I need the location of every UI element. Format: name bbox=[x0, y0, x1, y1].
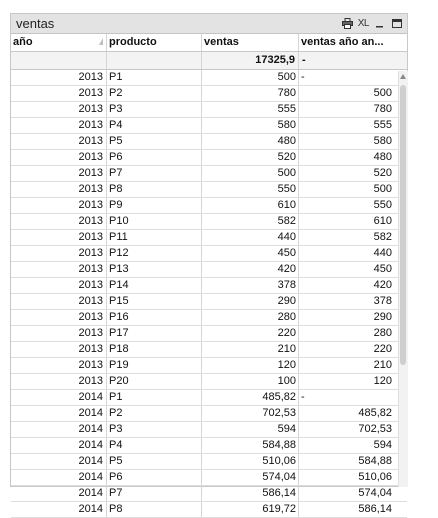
cell-sales: 520 bbox=[202, 150, 299, 165]
sort-indicator-icon bbox=[99, 38, 103, 45]
cell-previous-sales: 574,04 bbox=[358, 487, 392, 499]
table-row[interactable] bbox=[11, 70, 407, 86]
table-window bbox=[10, 13, 408, 515]
cell-product: P5 bbox=[107, 454, 202, 469]
cell-product: P4 bbox=[107, 438, 202, 453]
cell-year: 2013 bbox=[11, 166, 107, 181]
cell-previous-sales: 586,14 bbox=[358, 503, 392, 515]
cell-sales: 574,04 bbox=[202, 470, 299, 485]
cell-year: 2013 bbox=[11, 326, 107, 341]
cell-year: 2013 bbox=[11, 150, 107, 165]
cell-sales: 702,53 bbox=[202, 406, 299, 421]
cell-year: 2014 bbox=[11, 470, 107, 485]
table-row[interactable] bbox=[11, 470, 407, 486]
cell-previous-sales: 210 bbox=[373, 359, 392, 371]
cell-product: P3 bbox=[107, 422, 202, 437]
totals-sales: 17325,9 bbox=[202, 52, 299, 69]
table-row[interactable] bbox=[11, 454, 407, 470]
cell-previous-sales: 120 bbox=[373, 375, 392, 387]
cell-product: P2 bbox=[107, 86, 202, 101]
window-title: ventas bbox=[16, 16, 55, 31]
cell-product: P16 bbox=[107, 310, 202, 325]
cell-sales: 619,72 bbox=[202, 502, 299, 517]
cell-previous-sales: 580 bbox=[373, 135, 392, 147]
cell-sales: 610 bbox=[202, 198, 299, 213]
cell-year: 2013 bbox=[11, 262, 107, 277]
caption-tools bbox=[341, 17, 403, 30]
table-row[interactable] bbox=[11, 326, 407, 342]
maximize-icon[interactable] bbox=[390, 17, 403, 30]
cell-year: 2013 bbox=[11, 134, 107, 149]
cell-sales: 280 bbox=[202, 310, 299, 325]
cell-previous-sales: 290 bbox=[373, 311, 392, 323]
cell-sales: 780 bbox=[202, 86, 299, 101]
cell-previous-sales: - bbox=[301, 391, 305, 403]
cell-sales: 120 bbox=[202, 358, 299, 373]
cell-year: 2013 bbox=[11, 182, 107, 197]
cell-previous-sales: 500 bbox=[373, 87, 392, 99]
cell-previous-sales: 440 bbox=[373, 247, 392, 259]
cell-product: P6 bbox=[107, 150, 202, 165]
table-row[interactable] bbox=[11, 390, 407, 406]
minimize-icon[interactable] bbox=[373, 17, 386, 30]
cell-product: P15 bbox=[107, 294, 202, 309]
cell-product: P1 bbox=[107, 70, 202, 85]
column-header-previous-year-sales[interactable]: ventas año an... bbox=[301, 36, 384, 48]
table-row[interactable] bbox=[11, 118, 407, 134]
cell-sales: 450 bbox=[202, 246, 299, 261]
cell-previous-sales: 450 bbox=[373, 263, 392, 275]
cell-previous-sales: 584,88 bbox=[358, 455, 392, 467]
table-row[interactable] bbox=[11, 182, 407, 198]
cell-sales: 440 bbox=[202, 230, 299, 245]
cell-sales: 420 bbox=[202, 262, 299, 277]
cell-year: 2014 bbox=[11, 454, 107, 469]
cell-product: P10 bbox=[107, 214, 202, 229]
cell-year: 2013 bbox=[11, 198, 107, 213]
cell-previous-sales: 480 bbox=[373, 151, 392, 163]
cell-previous-sales: 420 bbox=[373, 279, 392, 291]
export-xl-button[interactable]: XL bbox=[357, 18, 369, 29]
cell-year: 2013 bbox=[11, 70, 107, 85]
cell-year: 2014 bbox=[11, 390, 107, 405]
table-row[interactable] bbox=[11, 262, 407, 278]
table-row[interactable] bbox=[11, 294, 407, 310]
cell-previous-sales: - bbox=[301, 71, 305, 83]
cell-year: 2013 bbox=[11, 374, 107, 389]
cell-product: P1 bbox=[107, 390, 202, 405]
cell-product: P11 bbox=[107, 230, 202, 245]
cell-year: 2013 bbox=[11, 246, 107, 261]
cell-sales: 480 bbox=[202, 134, 299, 149]
cell-sales: 555 bbox=[202, 102, 299, 117]
straight-table bbox=[11, 34, 407, 515]
totals-previous-sales: - bbox=[302, 54, 306, 66]
cell-sales: 378 bbox=[202, 278, 299, 293]
cell-previous-sales: 520 bbox=[373, 167, 392, 179]
table-body bbox=[11, 70, 407, 515]
table-row[interactable] bbox=[11, 214, 407, 230]
table-row[interactable] bbox=[11, 198, 407, 214]
cell-previous-sales: 220 bbox=[373, 343, 392, 355]
cell-sales: 500 bbox=[202, 70, 299, 85]
cell-year: 2013 bbox=[11, 278, 107, 293]
cell-previous-sales: 485,82 bbox=[358, 407, 392, 419]
cell-product: P8 bbox=[107, 182, 202, 197]
cell-sales: 510,06 bbox=[202, 454, 299, 469]
table-row[interactable] bbox=[11, 374, 407, 390]
table-row[interactable] bbox=[11, 102, 407, 118]
table-row[interactable] bbox=[11, 134, 407, 150]
cell-product: P12 bbox=[107, 246, 202, 261]
scrollbar-thumb[interactable] bbox=[400, 85, 406, 365]
table-row[interactable] bbox=[11, 422, 407, 438]
table-row[interactable] bbox=[11, 278, 407, 294]
cell-sales: 582 bbox=[202, 214, 299, 229]
column-header-sales[interactable]: ventas bbox=[202, 34, 299, 51]
table-row[interactable] bbox=[11, 230, 407, 246]
cell-previous-sales: 550 bbox=[373, 199, 392, 211]
table-row[interactable] bbox=[11, 342, 407, 358]
cell-sales: 594 bbox=[202, 422, 299, 437]
cell-year: 2013 bbox=[11, 358, 107, 373]
cell-previous-sales: 702,53 bbox=[358, 423, 392, 435]
cell-previous-sales: 594 bbox=[373, 439, 392, 451]
table-row[interactable] bbox=[11, 502, 407, 518]
vertical-scrollbar[interactable] bbox=[398, 71, 408, 487]
cell-previous-sales: 610 bbox=[373, 215, 392, 227]
cell-sales: 584,88 bbox=[202, 438, 299, 453]
cell-previous-sales: 500 bbox=[373, 183, 392, 195]
cell-product: P7 bbox=[107, 486, 202, 501]
cell-year: 2013 bbox=[11, 214, 107, 229]
totals-empty-cell bbox=[107, 52, 202, 69]
cell-product: P2 bbox=[107, 406, 202, 421]
cell-sales: 220 bbox=[202, 326, 299, 341]
cell-year: 2013 bbox=[11, 294, 107, 309]
cell-sales: 485,82 bbox=[202, 390, 299, 405]
print-icon[interactable] bbox=[341, 17, 354, 30]
cell-previous-sales: 582 bbox=[373, 231, 392, 243]
table-row[interactable] bbox=[11, 438, 407, 454]
cell-product: P7 bbox=[107, 166, 202, 181]
cell-product: P9 bbox=[107, 198, 202, 213]
table-row[interactable] bbox=[11, 246, 407, 262]
cell-sales: 290 bbox=[202, 294, 299, 309]
table-row[interactable] bbox=[11, 406, 407, 422]
table-row[interactable] bbox=[11, 358, 407, 374]
cell-year: 2014 bbox=[11, 502, 107, 517]
cell-year: 2013 bbox=[11, 230, 107, 245]
cell-product: P20 bbox=[107, 374, 202, 389]
cell-product: P18 bbox=[107, 342, 202, 357]
table-row[interactable] bbox=[11, 166, 407, 182]
scroll-up-arrow-icon[interactable] bbox=[400, 74, 406, 79]
table-row[interactable] bbox=[11, 310, 407, 326]
cell-product: P5 bbox=[107, 134, 202, 149]
cell-previous-sales: 780 bbox=[373, 103, 392, 115]
cell-year: 2013 bbox=[11, 118, 107, 133]
cell-product: P13 bbox=[107, 262, 202, 277]
cell-sales: 210 bbox=[202, 342, 299, 357]
column-header-product[interactable]: producto bbox=[107, 34, 202, 51]
cell-sales: 586,14 bbox=[202, 486, 299, 501]
cell-product: P3 bbox=[107, 102, 202, 117]
cell-year: 2014 bbox=[11, 406, 107, 421]
cell-product: P6 bbox=[107, 470, 202, 485]
cell-sales: 100 bbox=[202, 374, 299, 389]
cell-product: P4 bbox=[107, 118, 202, 133]
table-row[interactable] bbox=[11, 486, 407, 502]
cell-year: 2013 bbox=[11, 86, 107, 101]
cell-year: 2013 bbox=[11, 310, 107, 325]
cell-year: 2014 bbox=[11, 422, 107, 437]
table-row[interactable] bbox=[11, 150, 407, 166]
cell-year: 2013 bbox=[11, 102, 107, 117]
cell-product: P19 bbox=[107, 358, 202, 373]
cell-year: 2014 bbox=[11, 486, 107, 501]
cell-year: 2014 bbox=[11, 438, 107, 453]
cell-sales: 500 bbox=[202, 166, 299, 181]
cell-product: P17 bbox=[107, 326, 202, 341]
window-caption bbox=[11, 14, 407, 34]
cell-previous-sales: 378 bbox=[373, 295, 392, 307]
cell-sales: 580 bbox=[202, 118, 299, 133]
cell-sales: 550 bbox=[202, 182, 299, 197]
cell-product: P8 bbox=[107, 502, 202, 517]
cell-product: P14 bbox=[107, 278, 202, 293]
cell-previous-sales: 510,06 bbox=[358, 471, 392, 483]
cell-year: 2013 bbox=[11, 342, 107, 357]
header-row bbox=[11, 34, 407, 52]
cell-previous-sales: 555 bbox=[373, 119, 392, 131]
totals-row bbox=[11, 52, 407, 70]
column-header-year[interactable]: año bbox=[11, 34, 107, 51]
table-row[interactable] bbox=[11, 86, 407, 102]
totals-empty-cell bbox=[11, 52, 107, 69]
cell-previous-sales: 280 bbox=[373, 327, 392, 339]
